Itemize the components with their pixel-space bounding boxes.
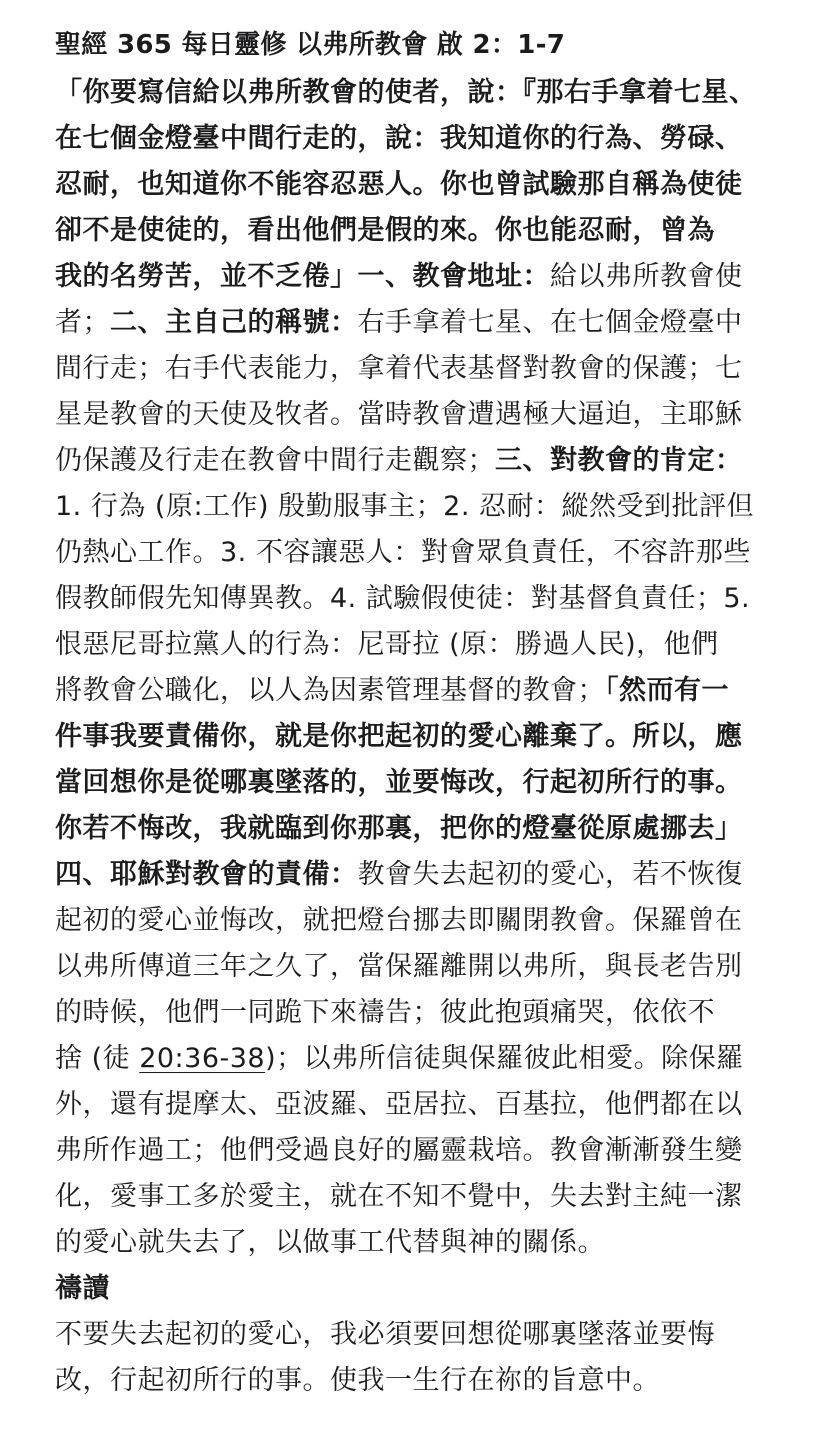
section-heading: 四、耶穌對教會的責備： [55,859,358,890]
body-text: 弗所作過工；他們受過良好的屬靈栽培。教會漸漸發生變 [55,1135,743,1166]
text-line [55,714,828,760]
section-heading: 一、教會地址： [357,261,550,292]
text-line [55,438,828,484]
text-line [55,70,828,116]
body-text: 右手拿着七星、在七個金燈臺中 [357,307,743,338]
text-line [55,1036,828,1082]
text-line [55,990,828,1036]
section-heading: 三、對教會的肯定： [495,445,743,476]
text-line [55,254,828,300]
section-heading: 二、主自己的稱號： [110,307,358,338]
prayer-heading: 禱讀 [55,1273,110,1304]
text-line [55,530,828,576]
prayer-text: 改，行起初所行的事。使我一生行在祢的旨意中。 [55,1365,660,1396]
text-line [55,806,828,852]
note-title: 聖經 365 每日靈修 以弗所教會 啟 2：1-7 [55,30,566,60]
body-text: 的愛心就失去了，以做事工代替與神的關係。 [55,1227,605,1258]
scripture-quote: 在七個金燈臺中間行走的，說：我知道你的行為、勞碌、 [55,123,743,154]
scripture-quote: 當回想你是從哪裏墜落的，並要悔改，行起初所行的事。 [55,767,743,798]
scripture-quote: 你若不悔改，我就臨到你那裏，把你的燈臺從原處挪去」 [55,813,743,844]
scripture-quote: 忍耐，也知道你不能容忍惡人。你也曾試驗那自稱為使徒 [55,169,743,200]
text-line [55,484,828,530]
text-line [55,1082,828,1128]
body-text: 將教會公職化，以人為因素管理基督的教會； [55,675,605,706]
note-body [55,70,828,1266]
scripture-quote: 「你要寫信給以弗所教會的使者，說：『那右手拿着七星、 [55,77,757,108]
text-line [55,1174,828,1220]
prayer-section [55,1266,828,1404]
text-line [55,622,828,668]
scripture-quote: 件事我要責備你，就是你把起初的愛心離棄了。所以，應 [55,721,743,752]
body-text: 以弗所傳道三年之久了，當保羅離開以弗所，與長老告別 [55,951,743,982]
body-text: 給以弗所教會使 [550,261,743,292]
body-text: 1. 行為 (原:工作) 殷勤服事主；2. 忍耐：縱然受到批評但 [55,491,755,522]
text-line [55,760,828,806]
body-text: 假教師假先知傳異教。4. 試驗假使徒：對基督負責任；5. [55,583,751,614]
text-line [55,300,828,346]
scripture-quote: 我的名勞苦，並不乏倦」 [55,261,358,292]
text-line [55,576,828,622]
text-line [55,392,828,438]
scripture-quote: 卻不是使徒的，看出他們是假的來。你也能忍耐，曾為 [55,215,715,246]
text-line [55,668,828,714]
body-text: 捨 (徒 [55,1043,140,1074]
prayer-text: 不要失去起初的愛心，我必須要回想從哪裏墜落並要悔 [55,1319,715,1350]
body-text: 的時候，他們一同跪下來禱告；彼此抱頭痛哭，依依不 [55,997,715,1028]
scripture-quote: 「然而有一 [605,675,729,706]
body-text: 星是教會的天使及牧者。當時教會遭遇極大逼迫，主耶穌 [55,399,743,430]
text-line [55,1128,828,1174]
verse-reference-link[interactable]: 20:36-38 [139,1043,266,1074]
body-text: 間行走；右手代表能力，拿着代表基督對教會的保護；七 [55,353,743,384]
body-text: 外，還有提摩太、亞波羅、亞居拉、百基拉，他們都在以 [55,1089,743,1120]
text-line [55,116,828,162]
body-text: 起初的愛心並悔改，就把燈台挪去即關閉教會。保羅曾在 [55,905,743,936]
text-line [55,1220,828,1266]
body-text: 教會失去起初的愛心，若不恢復 [357,859,743,890]
text-line [55,346,828,392]
text-line [55,944,828,990]
body-text: )；以弗所信徒與保羅彼此相愛。除保羅 [265,1043,744,1074]
text-line [55,852,828,898]
text-line [55,898,828,944]
body-text: 仍熱心工作。3. 不容讓惡人：對會眾負責任，不容許那些 [55,537,751,568]
body-text: 者； [55,307,110,338]
body-text: 仍保護及行走在教會中間行走觀察； [55,445,495,476]
text-line [55,162,828,208]
body-text: 恨惡尼哥拉黨人的行為：尼哥拉 (原：勝過人民)，他們 [55,629,719,660]
text-line [55,208,828,254]
body-text: 化，愛事工多於愛主，就在不知不覺中，失去對主純一潔 [55,1181,743,1212]
